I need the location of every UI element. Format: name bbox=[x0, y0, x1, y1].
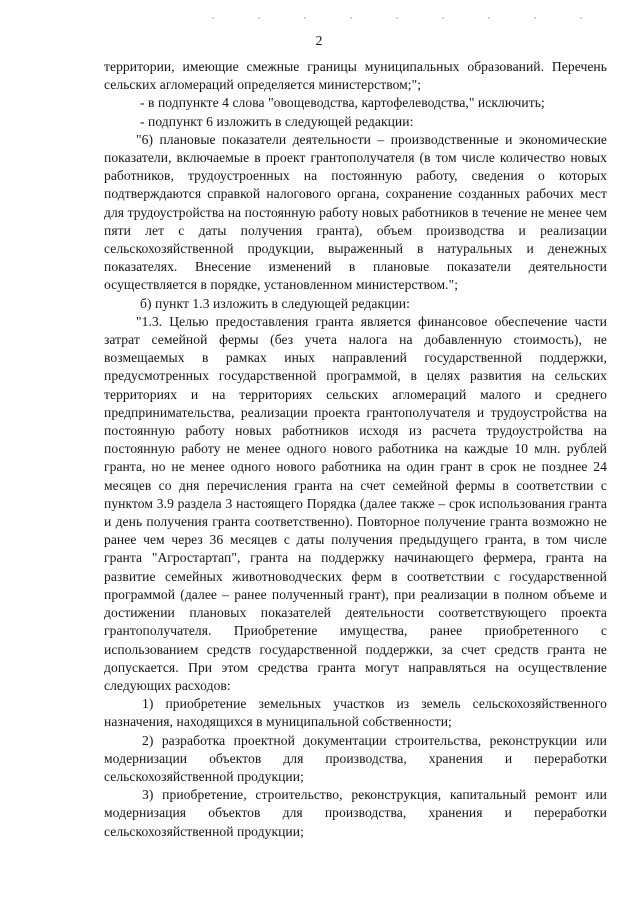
list-item-land-plots: 1) приобретение земельных участков из земель сельскохозяйственного назначения, находящихся в муниципальной собственности; bbox=[104, 696, 607, 730]
paragraph-subpoint-6-intro: - подпункт 6 изложить в следующей редакции: bbox=[140, 113, 414, 129]
document-body bbox=[104, 58, 607, 841]
paragraph-point-1-3-intro: б) пункт 1.3 изложить в следующей редакции: bbox=[140, 295, 410, 311]
scan-artifact-dots bbox=[190, 16, 610, 20]
page-number: 2 bbox=[315, 34, 323, 49]
paragraph-grant-purpose: "1.3. Целью предоставления гранта является финансовое обеспечение части затрат семейной фермы (без учета налога на добавленную стоимость), не возмещаемых в рамках иных направлений государственной поддержки, предусмотренных государственной программой, в целях развития на сельских территориях и на территориях сельских агломераций малого и среднего предпринимательства, реализации проекта грантополучателя и трудоустройства на постоянную работу новых работников исходя из расчета трудоустройства на постоянную работу не менее одного нового работника на каждые 10 млн. рублей гранта, но не менее одного нового работника на один грант в срок не позднее 24 месяцев со дня перечисления гранта на счет семейной фермы в соответствии с пунктом 3.9 раздела 3 настоящего Порядка (далее также – срок использования гранта и день получения гранта соответственно). Повторное получение гранта возможно не ранее чем через 36 месяцев с даты получения предыдущего гранта, в том числе гранта "Агростартап", гранта на поддержку начинающего фермера, гранта на развитие семейных животноводческих ферм в соответствии с государственной программой (далее – ранее полученный грант), при реализации в полном объеме и достижении плановых показателей деятельности соответствующего проекта грантополучателя. Приобретение имущества, ранее приобретенного с использованием средств государственной поддержки, за счет средств гранта не допускается. При этом средства гранта могут направляться на осуществление следующих расходов: bbox=[104, 313, 607, 693]
list-item-construction: 3) приобретение, строительство, реконструкция, капитальный ремонт или модернизация объектов для производства, хранения и переработки сельскохозяйственной продукции; bbox=[104, 787, 607, 839]
paragraph-planned-indicators: "6) плановые показатели деятельности – производственные и экономические показатели, включаемые в проект грантополучателя (в том числе количество новых работников, трудоустроенных на постоянную работу, сведения о которых подтверждаются справкой налогового органа, сохранение созданных рабочих мест для трудоустройства на постоянную работу новых работников в течение не менее чем пяти лет с даты получения гранта), объем производства и реализации сельскохозяйственной продукции, выраженный в натуральных и денежных показателях. Внесение изменений в плановые показатели деятельности осуществляется в порядке, установленном министерством."; bbox=[104, 131, 607, 293]
paragraph-territories: территории, имеющие смежные границы муниципальных образований. Перечень сельских агломераций определяется министерством;"; bbox=[104, 59, 607, 93]
paragraph-subpoint-4: - в подпункте 4 слова "овощеводства, картофелеводства," исключить; bbox=[140, 95, 545, 111]
list-item-project-documentation: 2) разработка проектной документации строительства, реконструкции или модернизации объектов для производства, хранения и переработки сельскохозяйственной продукции; bbox=[104, 732, 607, 784]
